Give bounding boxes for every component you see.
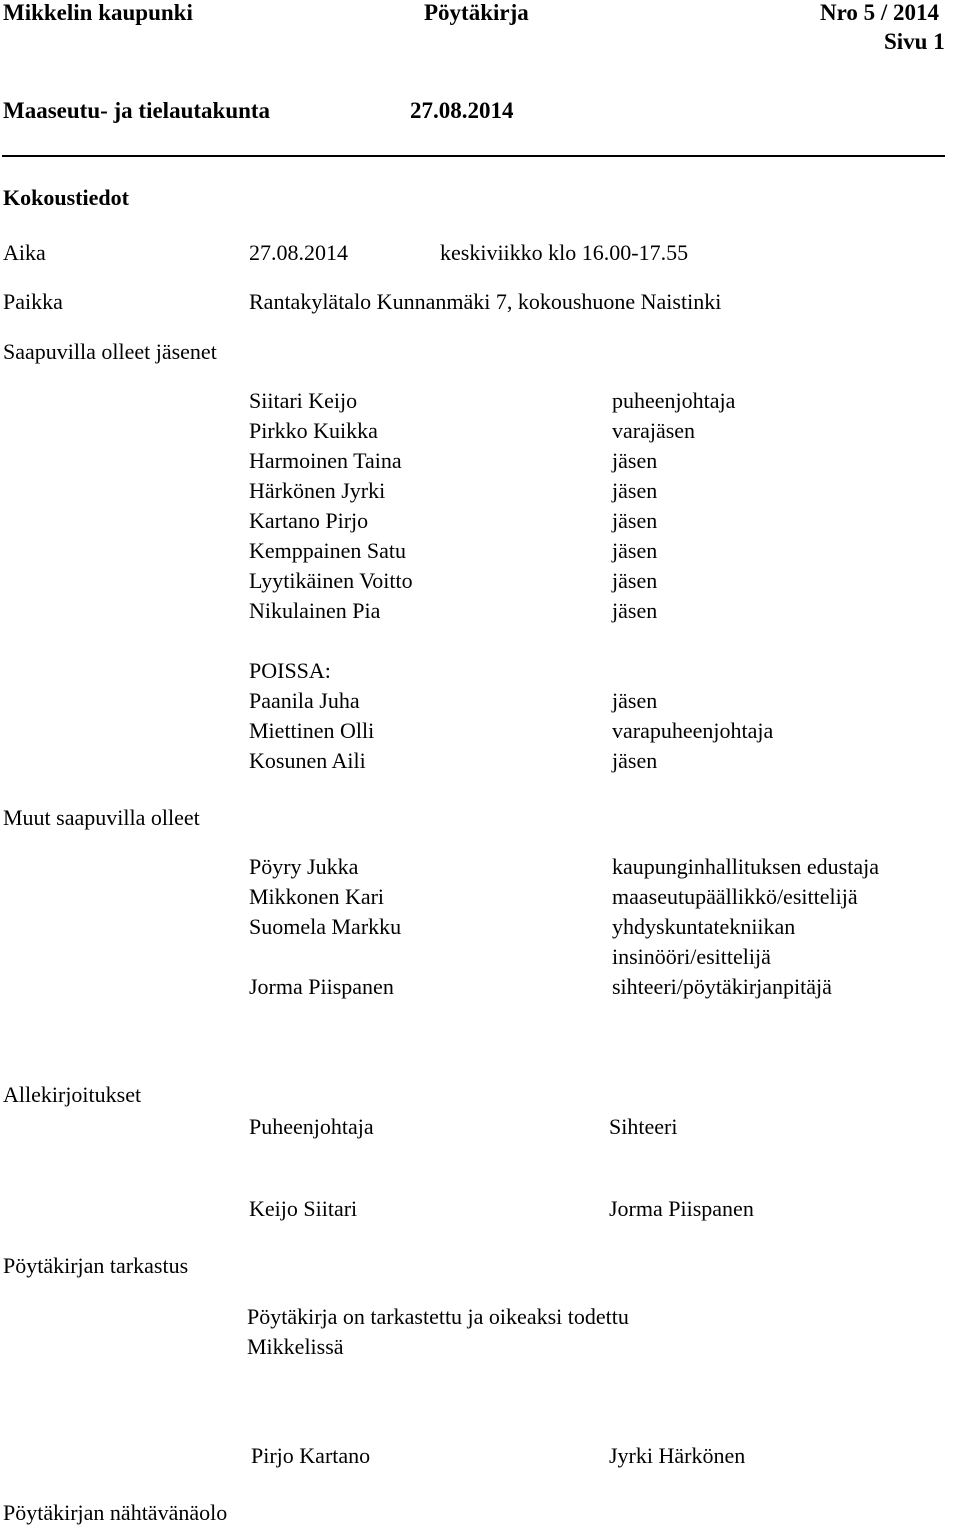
member-name: Harmoinen Taina	[249, 448, 402, 473]
time-value: keskiviikko klo 16.00-17.55	[440, 240, 689, 265]
other-role: insinööri/esittelijä	[612, 944, 771, 969]
other-name: Pöyry Jukka	[249, 854, 359, 879]
place-value: Rantakylätalo Kunnanmäki 7, kokoushuone Naistinki	[249, 289, 722, 314]
chair-name: Keijo Siitari	[249, 1196, 358, 1221]
other-name: Suomela Markku	[249, 914, 402, 939]
review-label: Pöytäkirjan tarkastus	[3, 1253, 189, 1278]
others-names	[249, 852, 401, 1002]
other-name	[249, 942, 401, 972]
member-name: Lyytikäinen Voitto	[249, 568, 413, 593]
committee-name: Maaseutu- ja tielautakunta	[3, 98, 271, 123]
member-role: jäsen	[612, 538, 658, 563]
absent-label: POISSA:	[249, 658, 331, 683]
member-role: jäsen	[612, 568, 658, 593]
other-role: yhdyskuntatekniikan	[612, 914, 796, 939]
member-role: jäsen	[612, 448, 658, 473]
display-label: Pöytäkirjan nähtävänäolo	[3, 1500, 228, 1525]
member-role: jäsen	[612, 508, 658, 533]
others-roles	[612, 852, 879, 1002]
chair-title: Puheenjohtaja	[249, 1114, 374, 1139]
review-statement: Pöytäkirja on tarkastettu ja oikeaksi todettu	[247, 1304, 629, 1329]
reviewer-1: Pirjo Kartano	[251, 1443, 371, 1468]
absent-role: varapuheenjohtaja	[612, 718, 774, 743]
other-name: Mikkonen Kari	[249, 884, 385, 909]
members-label: Saapuvilla olleet jäsenet	[3, 339, 217, 364]
other-role: sihteeri/pöytäkirjanpitäjä	[612, 974, 832, 999]
member-name: Kartano Pirjo	[249, 508, 369, 533]
page-number: Sivu 1	[884, 29, 945, 54]
review-place: Mikkelissä	[247, 1334, 344, 1359]
member-role: jäsen	[612, 478, 658, 503]
absent-names	[249, 656, 374, 776]
member-role: puheenjohtaja	[612, 388, 736, 413]
member-name: Kemppainen Satu	[249, 538, 407, 563]
others-label: Muut saapuvilla olleet	[3, 805, 200, 830]
signatures-label: Allekirjoitukset	[3, 1082, 142, 1107]
member-name: Nikulainen Pia	[249, 598, 381, 623]
other-name: Jorma Piispanen	[249, 974, 394, 999]
time-date: 27.08.2014	[249, 240, 348, 265]
document-type: Pöytäkirja	[424, 0, 529, 25]
member-role: varajäsen	[612, 418, 696, 443]
organization-name: Mikkelin kaupunki	[3, 0, 193, 25]
place-label: Paikka	[3, 289, 63, 314]
member-name: Siitari Keijo	[249, 388, 358, 413]
header-date: 27.08.2014	[410, 98, 514, 123]
present-names	[249, 386, 413, 626]
other-role: kaupunginhallituksen edustaja	[612, 854, 879, 879]
header-divider	[2, 155, 945, 157]
absent-name: Kosunen Aili	[249, 748, 366, 773]
member-name: Härkönen Jyrki	[249, 478, 386, 503]
section-title: Kokoustiedot	[3, 185, 129, 210]
member-name: Pirkko Kuikka	[249, 418, 378, 443]
absent-roles	[612, 686, 773, 776]
absent-role: jäsen	[612, 688, 658, 713]
document-number: Nro 5 / 2014	[820, 0, 940, 25]
absent-role: jäsen	[612, 748, 658, 773]
absent-name: Paanila Juha	[249, 688, 360, 713]
member-role: jäsen	[612, 598, 658, 623]
other-role: maaseutupäällikkö/esittelijä	[612, 884, 858, 909]
absent-name: Miettinen Olli	[249, 718, 375, 743]
reviewer-2: Jyrki Härkönen	[609, 1443, 746, 1468]
time-label: Aika	[3, 240, 46, 265]
present-roles	[612, 386, 735, 626]
secretary-name: Jorma Piispanen	[609, 1196, 754, 1221]
secretary-title: Sihteeri	[609, 1114, 678, 1139]
